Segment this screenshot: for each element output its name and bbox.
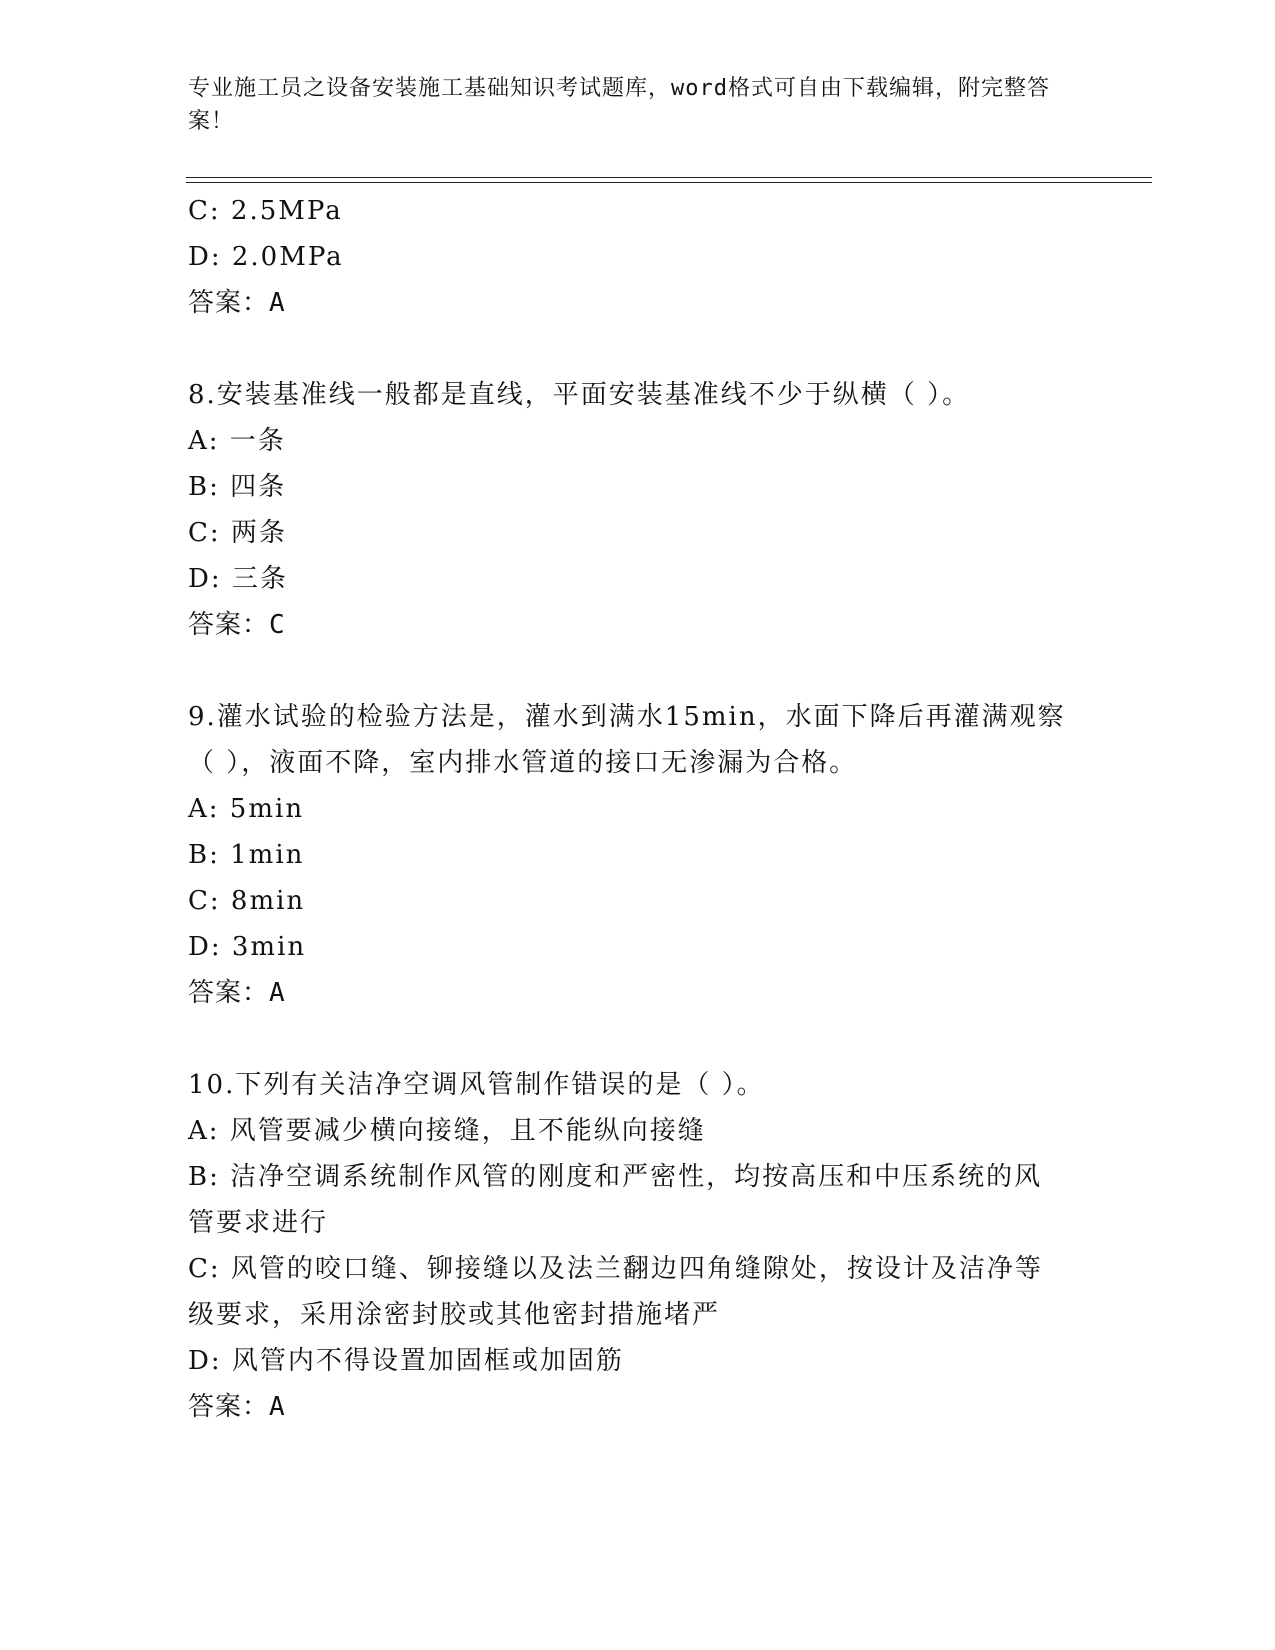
option-d: D: 2.0MPa — [188, 242, 344, 272]
question-9-stem-line-2: （ ），液面不降，室内排水管道的接口无渗漏为合格。 — [188, 748, 858, 778]
q8-answer: 答案：C — [188, 610, 286, 640]
question-10-stem: 10.下列有关洁净空调风管制作错误的是（ ）。 — [188, 1070, 765, 1100]
header-divider-bottom — [186, 182, 1152, 183]
q8-option-b: B: 四条 — [188, 472, 287, 502]
option-c: C: 2.5MPa — [188, 196, 343, 226]
q10-option-b-line-1: B: 洁净空调系统制作风管的刚度和严密性，均按高压和中压系统的风 — [188, 1162, 1043, 1192]
header-divider-top — [186, 177, 1152, 178]
q10-option-c-line-2: 级要求，采用涂密封胶或其他密封措施堵严 — [188, 1300, 721, 1330]
q8-option-c: C: 两条 — [188, 518, 287, 548]
q10-option-b-line-2: 管要求进行 — [188, 1208, 329, 1238]
q10-option-d: D: 风管内不得设置加固框或加固筋 — [188, 1346, 624, 1376]
q9-option-c: C: 8min — [188, 886, 306, 916]
document-header: 专业施工员之设备安装施工基础知识考试题库，word格式可自由下载编辑，附完整答案！ — [188, 76, 1050, 134]
q10-answer: 答案：A — [188, 1392, 286, 1422]
q9-option-b: B: 1min — [188, 840, 305, 870]
q9-option-d: D: 3min — [188, 932, 307, 962]
q8-option-d: D: 三条 — [188, 564, 288, 594]
q10-option-c-line-1: C: 风管的咬口缝、铆接缝以及法兰翻边四角缝隙处，按设计及洁净等 — [188, 1254, 1043, 1284]
question-8-stem: 8.安装基准线一般都是直线，平面安装基准线不少于纵横（ ）。 — [188, 380, 971, 410]
question-9-stem-line-1: 9.灌水试验的检验方法是，灌水到满水15min，水面下降后再灌满观察 — [188, 702, 1066, 732]
q10-option-a: A: 风管要减少横向接缝，且不能纵向接缝 — [188, 1116, 706, 1146]
q9-answer: 答案：A — [188, 978, 286, 1008]
q9-option-a: A: 5min — [188, 794, 305, 824]
q8-option-a: A: 一条 — [188, 426, 286, 456]
question-content — [188, 188, 1088, 1430]
answer-label: 答案：A — [188, 288, 286, 318]
